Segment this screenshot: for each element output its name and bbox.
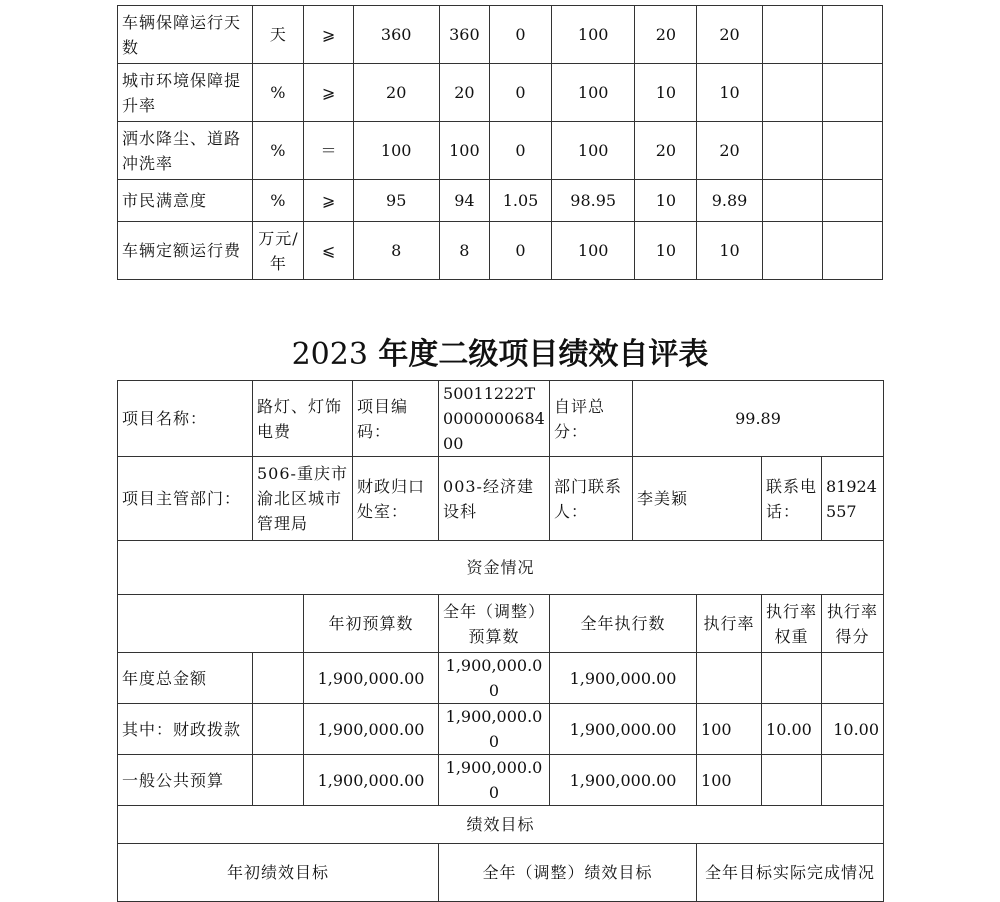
deviation-value: 1.05 xyxy=(489,180,551,222)
funds-initial-value: 1,900,000.00 xyxy=(304,653,439,704)
weight-value: 20 xyxy=(635,6,697,64)
funds-initial-value: 1,900,000.00 xyxy=(304,755,439,806)
funds-executed-value: 1,900,000.00 xyxy=(550,755,697,806)
actual-value: 20 xyxy=(439,64,489,122)
proj-code-label: 项目编码： xyxy=(353,381,439,457)
score-value: 10 xyxy=(697,64,762,122)
indicator-operator: ⩽ xyxy=(304,222,353,280)
dept-label: 项目主管部门： xyxy=(118,457,253,541)
completion-rate: 100 xyxy=(552,222,635,280)
score-value: 10 xyxy=(697,222,762,280)
info-row-1 xyxy=(118,381,884,457)
indicator-operator: ⩾ xyxy=(304,64,353,122)
goals-section-title: 绩效目标 xyxy=(118,806,884,844)
funds-initial-value: 1,900,000.00 xyxy=(304,704,439,755)
target-value: 100 xyxy=(353,122,439,180)
office-label: 财政归口处室： xyxy=(353,457,439,541)
completion-rate: 100 xyxy=(552,64,635,122)
score-label: 自评总分： xyxy=(550,381,633,457)
target-value: 20 xyxy=(353,64,439,122)
funds-header-blank xyxy=(118,595,304,653)
empty-cell xyxy=(253,653,304,704)
goals-header-adjusted: 全年（调整）绩效目标 xyxy=(439,844,697,902)
proj-name-label: 项目名称： xyxy=(118,381,253,457)
funds-row-label: 其中：财政拨款 xyxy=(118,704,253,755)
goals-section-row xyxy=(118,806,884,844)
funds-header-row xyxy=(118,595,884,653)
table-row xyxy=(118,704,884,755)
completion-rate: 100 xyxy=(552,6,635,64)
score-value: 20 xyxy=(697,122,762,180)
target-value: 95 xyxy=(353,180,439,222)
funds-rate-value xyxy=(697,653,762,704)
empty-cell xyxy=(822,222,882,280)
funds-body xyxy=(118,653,884,806)
funds-rate-value: 100 xyxy=(697,755,762,806)
dept-value: 506-重庆市渝北区城市管理局 xyxy=(253,457,353,541)
funds-header-executed: 全年执行数 xyxy=(550,595,697,653)
indicator-unit: % xyxy=(253,64,304,122)
target-value: 360 xyxy=(353,6,439,64)
table-row xyxy=(118,64,883,122)
deviation-value: 0 xyxy=(489,6,551,64)
empty-cell xyxy=(822,180,882,222)
indicator-unit: % xyxy=(253,180,304,222)
page-title xyxy=(0,335,1000,375)
table-row xyxy=(118,755,884,806)
weight-value: 10 xyxy=(635,180,697,222)
indicator-operator: ⩾ xyxy=(304,180,353,222)
funds-weight-value xyxy=(762,755,822,806)
funds-score-value xyxy=(822,755,884,806)
funds-adjusted-value: 1,900,000.00 xyxy=(439,704,550,755)
goals-header-initial: 年初绩效目标 xyxy=(118,844,439,902)
funds-header-adjusted: 全年（调整）预算数 xyxy=(439,595,550,653)
office-value: 003-经济建设科 xyxy=(439,457,550,541)
indicator-name: 车辆保障运行天数 xyxy=(118,6,253,64)
empty-cell xyxy=(762,180,822,222)
goals-header-row xyxy=(118,844,884,902)
table-row xyxy=(118,180,883,222)
indicator-table-body xyxy=(118,6,883,280)
phone-value: 81924557 xyxy=(822,457,884,541)
actual-value: 94 xyxy=(439,180,489,222)
indicator-name: 车辆定额运行费 xyxy=(118,222,253,280)
funds-executed-value: 1,900,000.00 xyxy=(550,653,697,704)
title-text: 年度二级项目绩效自评表 xyxy=(378,337,709,372)
funds-header-score: 执行率得分 xyxy=(822,595,884,653)
title-year: 2023 xyxy=(291,337,368,372)
score-value: 9.89 xyxy=(697,180,762,222)
actual-value: 360 xyxy=(439,6,489,64)
empty-cell xyxy=(762,6,822,64)
indicator-name: 城市环境保障提升率 xyxy=(118,64,253,122)
empty-cell xyxy=(253,704,304,755)
empty-cell xyxy=(762,122,822,180)
indicator-name: 市民满意度 xyxy=(118,180,253,222)
funds-score-value: 10.00 xyxy=(822,704,884,755)
funds-executed-value: 1,900,000.00 xyxy=(550,704,697,755)
empty-cell xyxy=(762,222,822,280)
funds-section-row xyxy=(118,541,884,595)
actual-value: 100 xyxy=(439,122,489,180)
funds-section-title: 资金情况 xyxy=(118,541,884,595)
completion-rate: 98.95 xyxy=(552,180,635,222)
indicator-unit: 万元/年 xyxy=(253,222,304,280)
funds-adjusted-value: 1,900,000.00 xyxy=(439,653,550,704)
table-row xyxy=(118,122,883,180)
indicator-operator: ⩾ xyxy=(304,6,353,64)
funds-weight-value: 10.00 xyxy=(762,704,822,755)
info-row-2 xyxy=(118,457,884,541)
funds-adjusted-value: 1,900,000.00 xyxy=(439,755,550,806)
weight-value: 10 xyxy=(635,222,697,280)
empty-cell xyxy=(822,6,882,64)
contact-value: 李美颖 xyxy=(633,457,762,541)
funds-weight-value xyxy=(762,653,822,704)
funds-header-weight: 执行率权重 xyxy=(762,595,822,653)
proj-code-value: 50011222T000000068400 xyxy=(439,381,550,457)
funds-row-label: 一般公共预算 xyxy=(118,755,253,806)
indicator-unit: % xyxy=(253,122,304,180)
indicator-unit: 天 xyxy=(253,6,304,64)
deviation-value: 0 xyxy=(489,222,551,280)
empty-cell xyxy=(253,755,304,806)
deviation-value: 0 xyxy=(489,122,551,180)
score-value: 99.89 xyxy=(633,381,884,457)
proj-name-value: 路灯、灯饰电费 xyxy=(253,381,353,457)
goals-header-actual: 全年目标实际完成情况 xyxy=(697,844,884,902)
weight-value: 20 xyxy=(635,122,697,180)
funds-header-rate: 执行率 xyxy=(697,595,762,653)
deviation-value: 0 xyxy=(489,64,551,122)
funds-score-value xyxy=(822,653,884,704)
actual-value: 8 xyxy=(439,222,489,280)
indicator-name: 洒水降尘、道路冲洗率 xyxy=(118,122,253,180)
phone-label: 联系电话： xyxy=(762,457,822,541)
indicator-table xyxy=(117,5,883,280)
target-value: 8 xyxy=(353,222,439,280)
self-eval-table xyxy=(117,380,884,902)
contact-label: 部门联系人： xyxy=(550,457,633,541)
table-row xyxy=(118,222,883,280)
empty-cell xyxy=(822,64,882,122)
funds-header-initial: 年初预算数 xyxy=(304,595,439,653)
funds-rate-value: 100 xyxy=(697,704,762,755)
weight-value: 10 xyxy=(635,64,697,122)
indicator-operator: ＝ xyxy=(304,122,353,180)
table-row xyxy=(118,6,883,64)
score-value: 20 xyxy=(697,6,762,64)
table-row xyxy=(118,653,884,704)
empty-cell xyxy=(822,122,882,180)
funds-row-label: 年度总金额 xyxy=(118,653,253,704)
completion-rate: 100 xyxy=(552,122,635,180)
empty-cell xyxy=(762,64,822,122)
